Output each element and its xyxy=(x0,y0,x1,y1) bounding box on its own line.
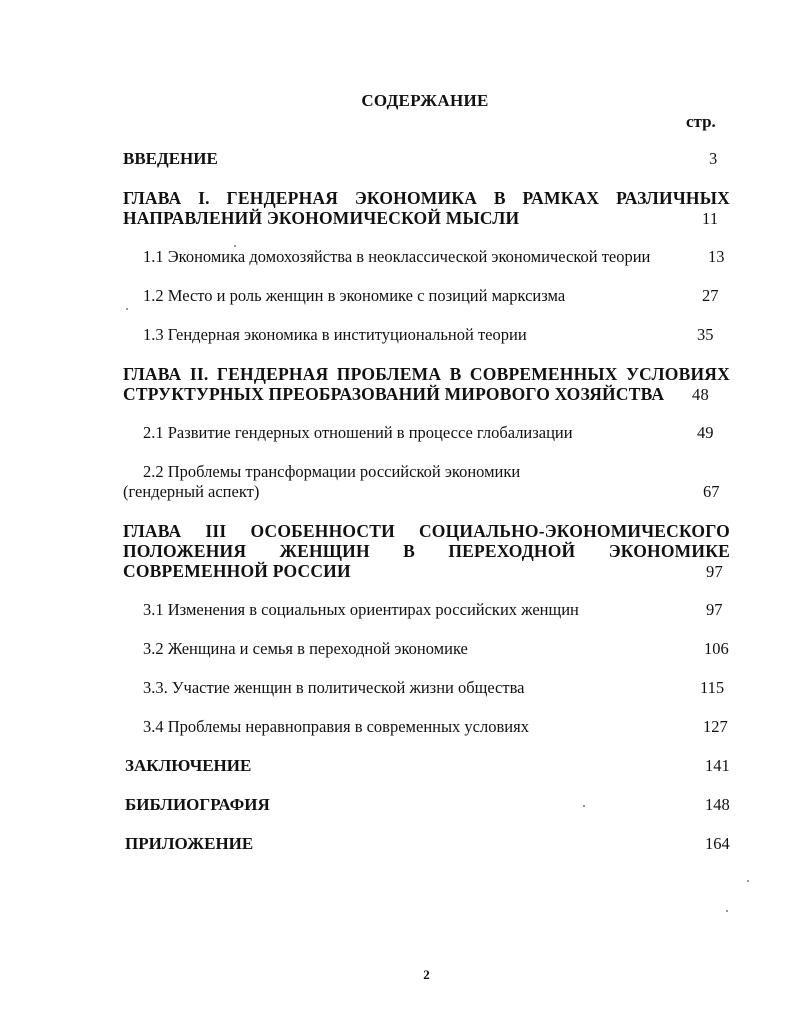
scan-speck xyxy=(726,910,728,912)
toc-entry-page: 48 xyxy=(692,385,709,404)
toc-entry-page: 27 xyxy=(702,286,719,305)
heading-word: ГЛАВА xyxy=(123,364,182,384)
heading-word: СОЦИАЛЬНО-ЭКОНОМИЧЕСКОГО xyxy=(418,521,730,541)
toc-entry-page: 148 xyxy=(705,795,730,814)
toc-entry-page: 97 xyxy=(706,562,723,581)
toc-entry-label: ВВЕДЕНИЕ xyxy=(123,149,218,168)
toc-section: 1.2 Место и роль женщин в экономике с позиций марксизма xyxy=(143,286,566,305)
toc-entry-page: 49 xyxy=(697,423,714,442)
toc-section: 3.2 Женщина и семья в переходной экономике xyxy=(143,639,468,658)
toc-entry-page: 97 xyxy=(706,600,723,619)
chapter3-heading-line2 xyxy=(123,541,730,562)
chapter2-heading-line1 xyxy=(123,364,730,385)
heading-text: СОВРЕМЕННОЙ РОССИИ xyxy=(123,561,351,581)
heading-word: ГЛАВА xyxy=(123,521,182,541)
toc-entry-page: 115 xyxy=(700,678,725,697)
toc-entry-page: 35 xyxy=(697,325,714,344)
toc-section: 2.1 Развитие гендерных отношений в процессе глобализации xyxy=(143,423,573,442)
heading-word: ГЕНДЕРНАЯ xyxy=(226,188,339,208)
heading-word: В xyxy=(449,364,462,384)
heading-word: II. xyxy=(189,364,209,384)
toc-entry-page: 106 xyxy=(704,639,729,658)
chapter2-heading-line2 xyxy=(123,384,730,405)
toc-entry-conclusion: ЗАКЛЮЧЕНИЕ xyxy=(125,756,252,775)
heading-word: ГЛАВА xyxy=(123,188,182,208)
heading-word: I. xyxy=(198,188,210,208)
toc-entry-bibliography: БИБЛИОГРАФИЯ xyxy=(125,795,270,814)
heading-word: УСЛОВИЯХ xyxy=(626,364,730,384)
toc-entry-appendix: ПРИЛОЖЕНИЕ xyxy=(125,834,254,853)
page-column-label: стр. xyxy=(686,112,716,131)
heading-word: ОСОБЕННОСТИ xyxy=(250,521,395,541)
heading-word: В xyxy=(403,541,416,561)
toc-entry-page: 164 xyxy=(705,834,730,853)
scan-speck xyxy=(234,245,236,247)
toc-section-continuation: (гендерный аспект) xyxy=(123,482,260,501)
toc-heading: СОДЕРЖАНИЕ xyxy=(361,91,489,110)
toc-section: 3.1 Изменения в социальных ориентирах российских женщин xyxy=(143,600,579,619)
heading-word: ПЕРЕХОДНОЙ xyxy=(448,541,576,561)
heading-word: ЖЕНЩИН xyxy=(279,541,370,561)
chapter3-heading-line1 xyxy=(123,521,730,542)
toc-entry-page: 67 xyxy=(703,482,720,501)
heading-text: СТРУКТУРНЫХ ПРЕОБРАЗОВАНИЙ МИРОВОГО ХОЗЯЙСТВА xyxy=(123,384,665,404)
heading-word: РАЗЛИЧНЫХ xyxy=(616,188,730,208)
heading-word: ГЕНДЕРНАЯ xyxy=(216,364,329,384)
toc-entry-page: 127 xyxy=(703,717,728,736)
toc-section: 2.2 Проблемы трансформации российской экономики xyxy=(143,462,521,481)
toc-entry-page: 3 xyxy=(709,149,718,168)
toc-entry-page: 11 xyxy=(702,209,719,228)
heading-word: СОВРЕМЕННЫХ xyxy=(469,364,618,384)
page-number: 2 xyxy=(423,967,430,982)
toc-section: 3.4 Проблемы неравноправия в современных условиях xyxy=(143,717,529,736)
chapter1-heading-line1 xyxy=(123,188,730,209)
heading-word: В xyxy=(493,188,506,208)
toc-entry-intro xyxy=(123,149,218,169)
toc-entry-page: 13 xyxy=(708,247,725,266)
heading-word: ЭКОНОМИКЕ xyxy=(608,541,730,561)
heading-word: РАМКАХ xyxy=(522,188,600,208)
toc-section: 1.3 Гендерная экономика в институциональной теории xyxy=(143,325,527,344)
heading-word: ПОЛОЖЕНИЯ xyxy=(123,541,247,561)
chapter3-heading-line3 xyxy=(123,561,730,582)
scan-speck xyxy=(126,308,128,310)
toc-entry-page: 141 xyxy=(705,756,730,775)
chapter1-heading-line2 xyxy=(123,208,730,229)
scan-speck xyxy=(747,880,749,882)
toc-section: 3.3. Участие женщин в политической жизни общества xyxy=(143,678,525,697)
heading-word: III xyxy=(205,521,227,541)
heading-word: ЭКОНОМИКА xyxy=(354,188,478,208)
scan-speck xyxy=(583,805,585,807)
heading-word: ПРОБЛЕМА xyxy=(336,364,442,384)
toc-section: 1.1 Экономика домохозяйства в неоклассической экономической теории xyxy=(143,247,651,266)
heading-text: НАПРАВЛЕНИЙ ЭКОНОМИЧЕСКОЙ МЫСЛИ xyxy=(123,208,520,228)
